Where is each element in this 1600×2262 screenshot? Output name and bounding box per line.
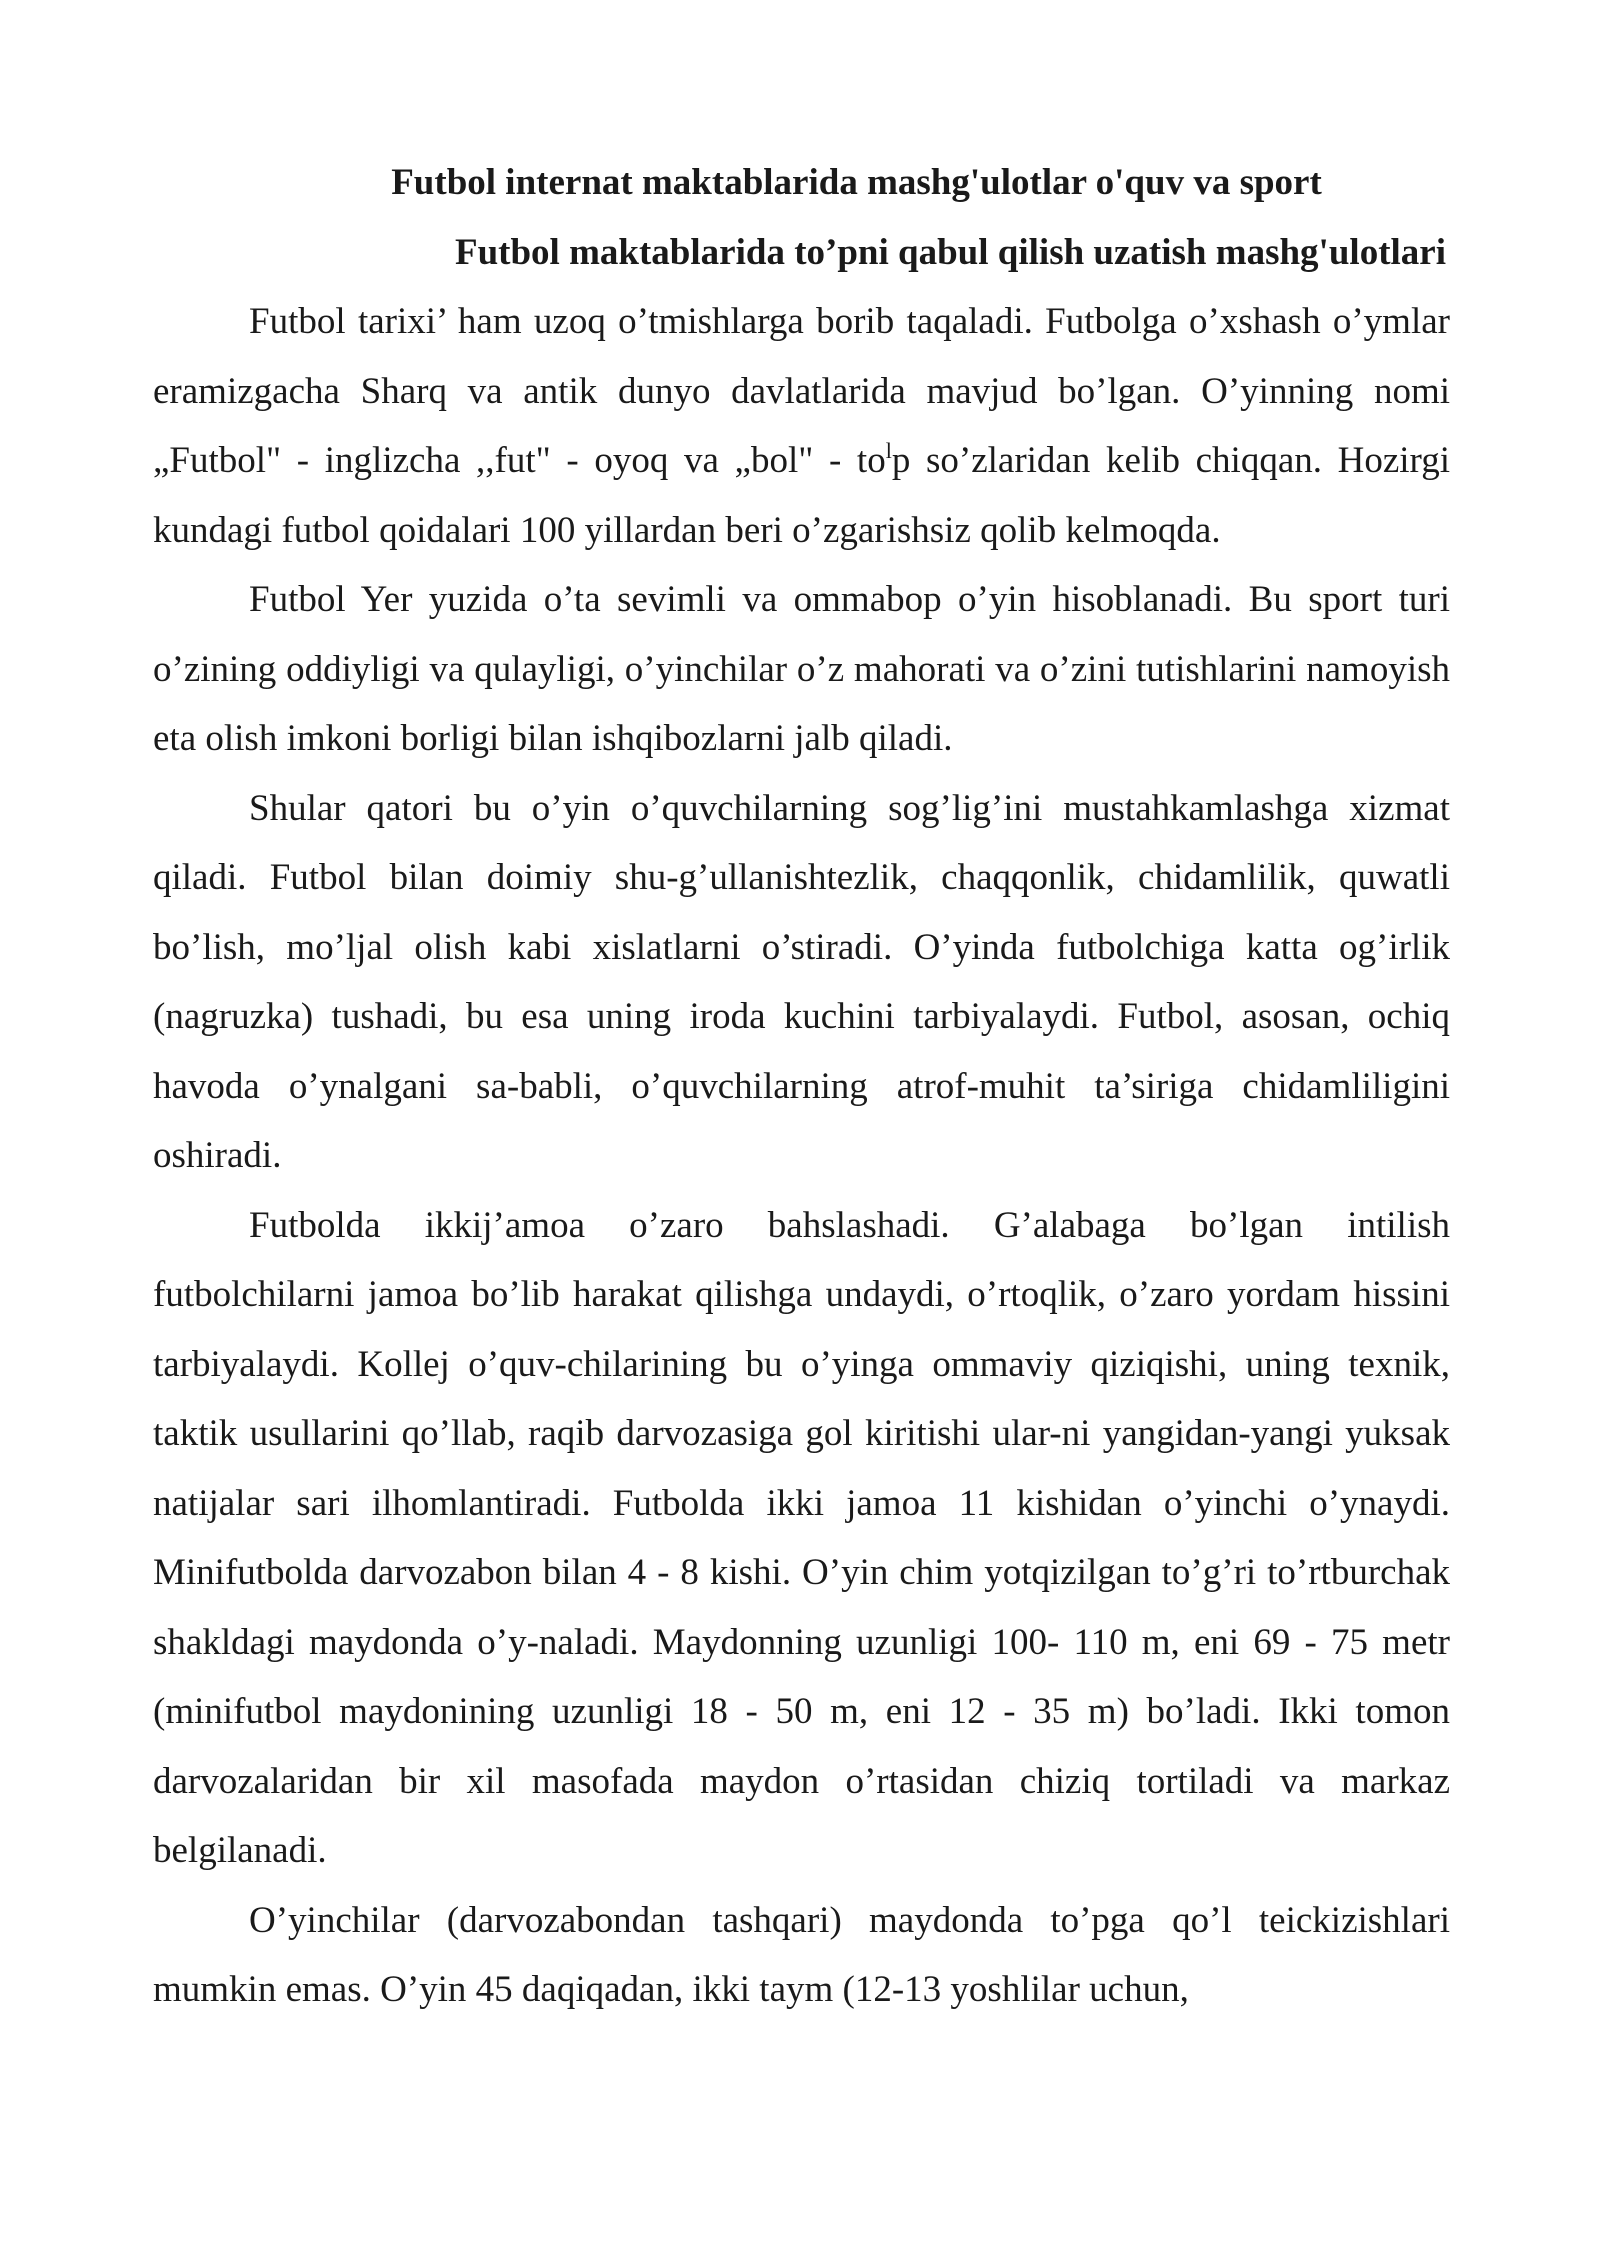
paragraph-1-text-a: Futbol tarixi’ ham uzoq o’tmishlarga borib taqaladi. Futbolga o’xshash o’ymlar eramizgacha Sharq va antik dunyo davlatlarida mavjud bo’lgan. O’yinning nomi „Futbol" - inglizcha ,,fut" - oyoq va „bol" - to [153, 301, 1450, 481]
paragraph-1-text-b: p so’zlaridan kelib chiqqan. Hozirgi kundagi futbol qoidalari 100 yillardan beri o’zgarishsiz qolib kelmoqda. [153, 440, 1450, 551]
paragraph-2: Futbol Yer yuzida o’ta sevimli va ommabop o’yin hisoblanadi. Bu sport turi o’zining oddiyligi va qulayligi, o’yinchilar o’z mahorati va o’zini tutishlarini namoyish eta olish imkoni borligi bilan ishqibozlarni jalb qiladi. [153, 579, 1450, 759]
document-body [153, 148, 1450, 2025]
paragraph-4: Futbolda ikkij’amoa o’zaro bahslashadi. G’alabaga bo’lgan intilish futbolchilarni jamoa bo’lib harakat qilishga undaydi, o’rtoqlik, o’zaro yordam hissini tarbiyalaydi. Kollej o’quv-chilarining bu o’yinga ommaviy qiziqishi, uning texnik, taktik usullarini qo’llab, raqib darvozasiga gol kiritishi ular-ni yangidan-yangi yuksak natijalar sari ilhomlantiradi. Futbolda ikki jamoa 11 kishidan o’yinchi o’ynaydi. Minifutbolda darvozabon bilan 4 - 8 kishi. O’yin chim yotqizilgan to’g’ri to’rtburchak shakldagi maydonda o’y-naladi. Maydonning uzunligi 100- 110 m, eni 69 - 75 metr (minifutbol maydonining uzunligi 18 - 50 m, eni 12 - 35 m) bo’ladi. Ikki tomon darvozalaridan bir xil masofada maydon o’rtasidan chiziq tortiladi va markaz belgilanadi. [153, 1204, 1450, 1871]
document-title-line-1: Futbol internat maktablarida mashg'ulotlar o'quv va sport [391, 162, 1322, 203]
paragraph-1-superscript: l [885, 438, 892, 463]
paragraph-1 [153, 287, 1450, 565]
paragraph-5: O’yinchilar (darvozabondan tashqari) maydonda to’pga qo’l teickizishlari mumkin emas. O’yin 45 daqiqadan, ikki taym (12-13 yoshlilar uchun, [153, 1899, 1450, 2010]
document-title-line-2: Futbol maktablarida to’pni qabul qilish uzatish mashg'ulotlari [454, 231, 1446, 273]
paragraph-3: Shular qatori bu o’yin o’quvchilarning sog’lig’ini mustahkamlashga xizmat qiladi. Futbol bilan doimiy shu-g’ullanishtezlik, chaqqonlik, chidamlilik, quwatli bo’lish, mo’ljal olish kabi xislatlarni o’stiradi. O’yinda futbolchiga katta og’irlik (nagruzka) tushadi, bu esa uning iroda kuchini tarbiyalaydi. Futbol, asosan, ochiq havoda o’ynalgani sa-babli, o’quvchilarning atrof-muhit ta’siriga chidamliligini oshiradi. [153, 787, 1450, 1176]
